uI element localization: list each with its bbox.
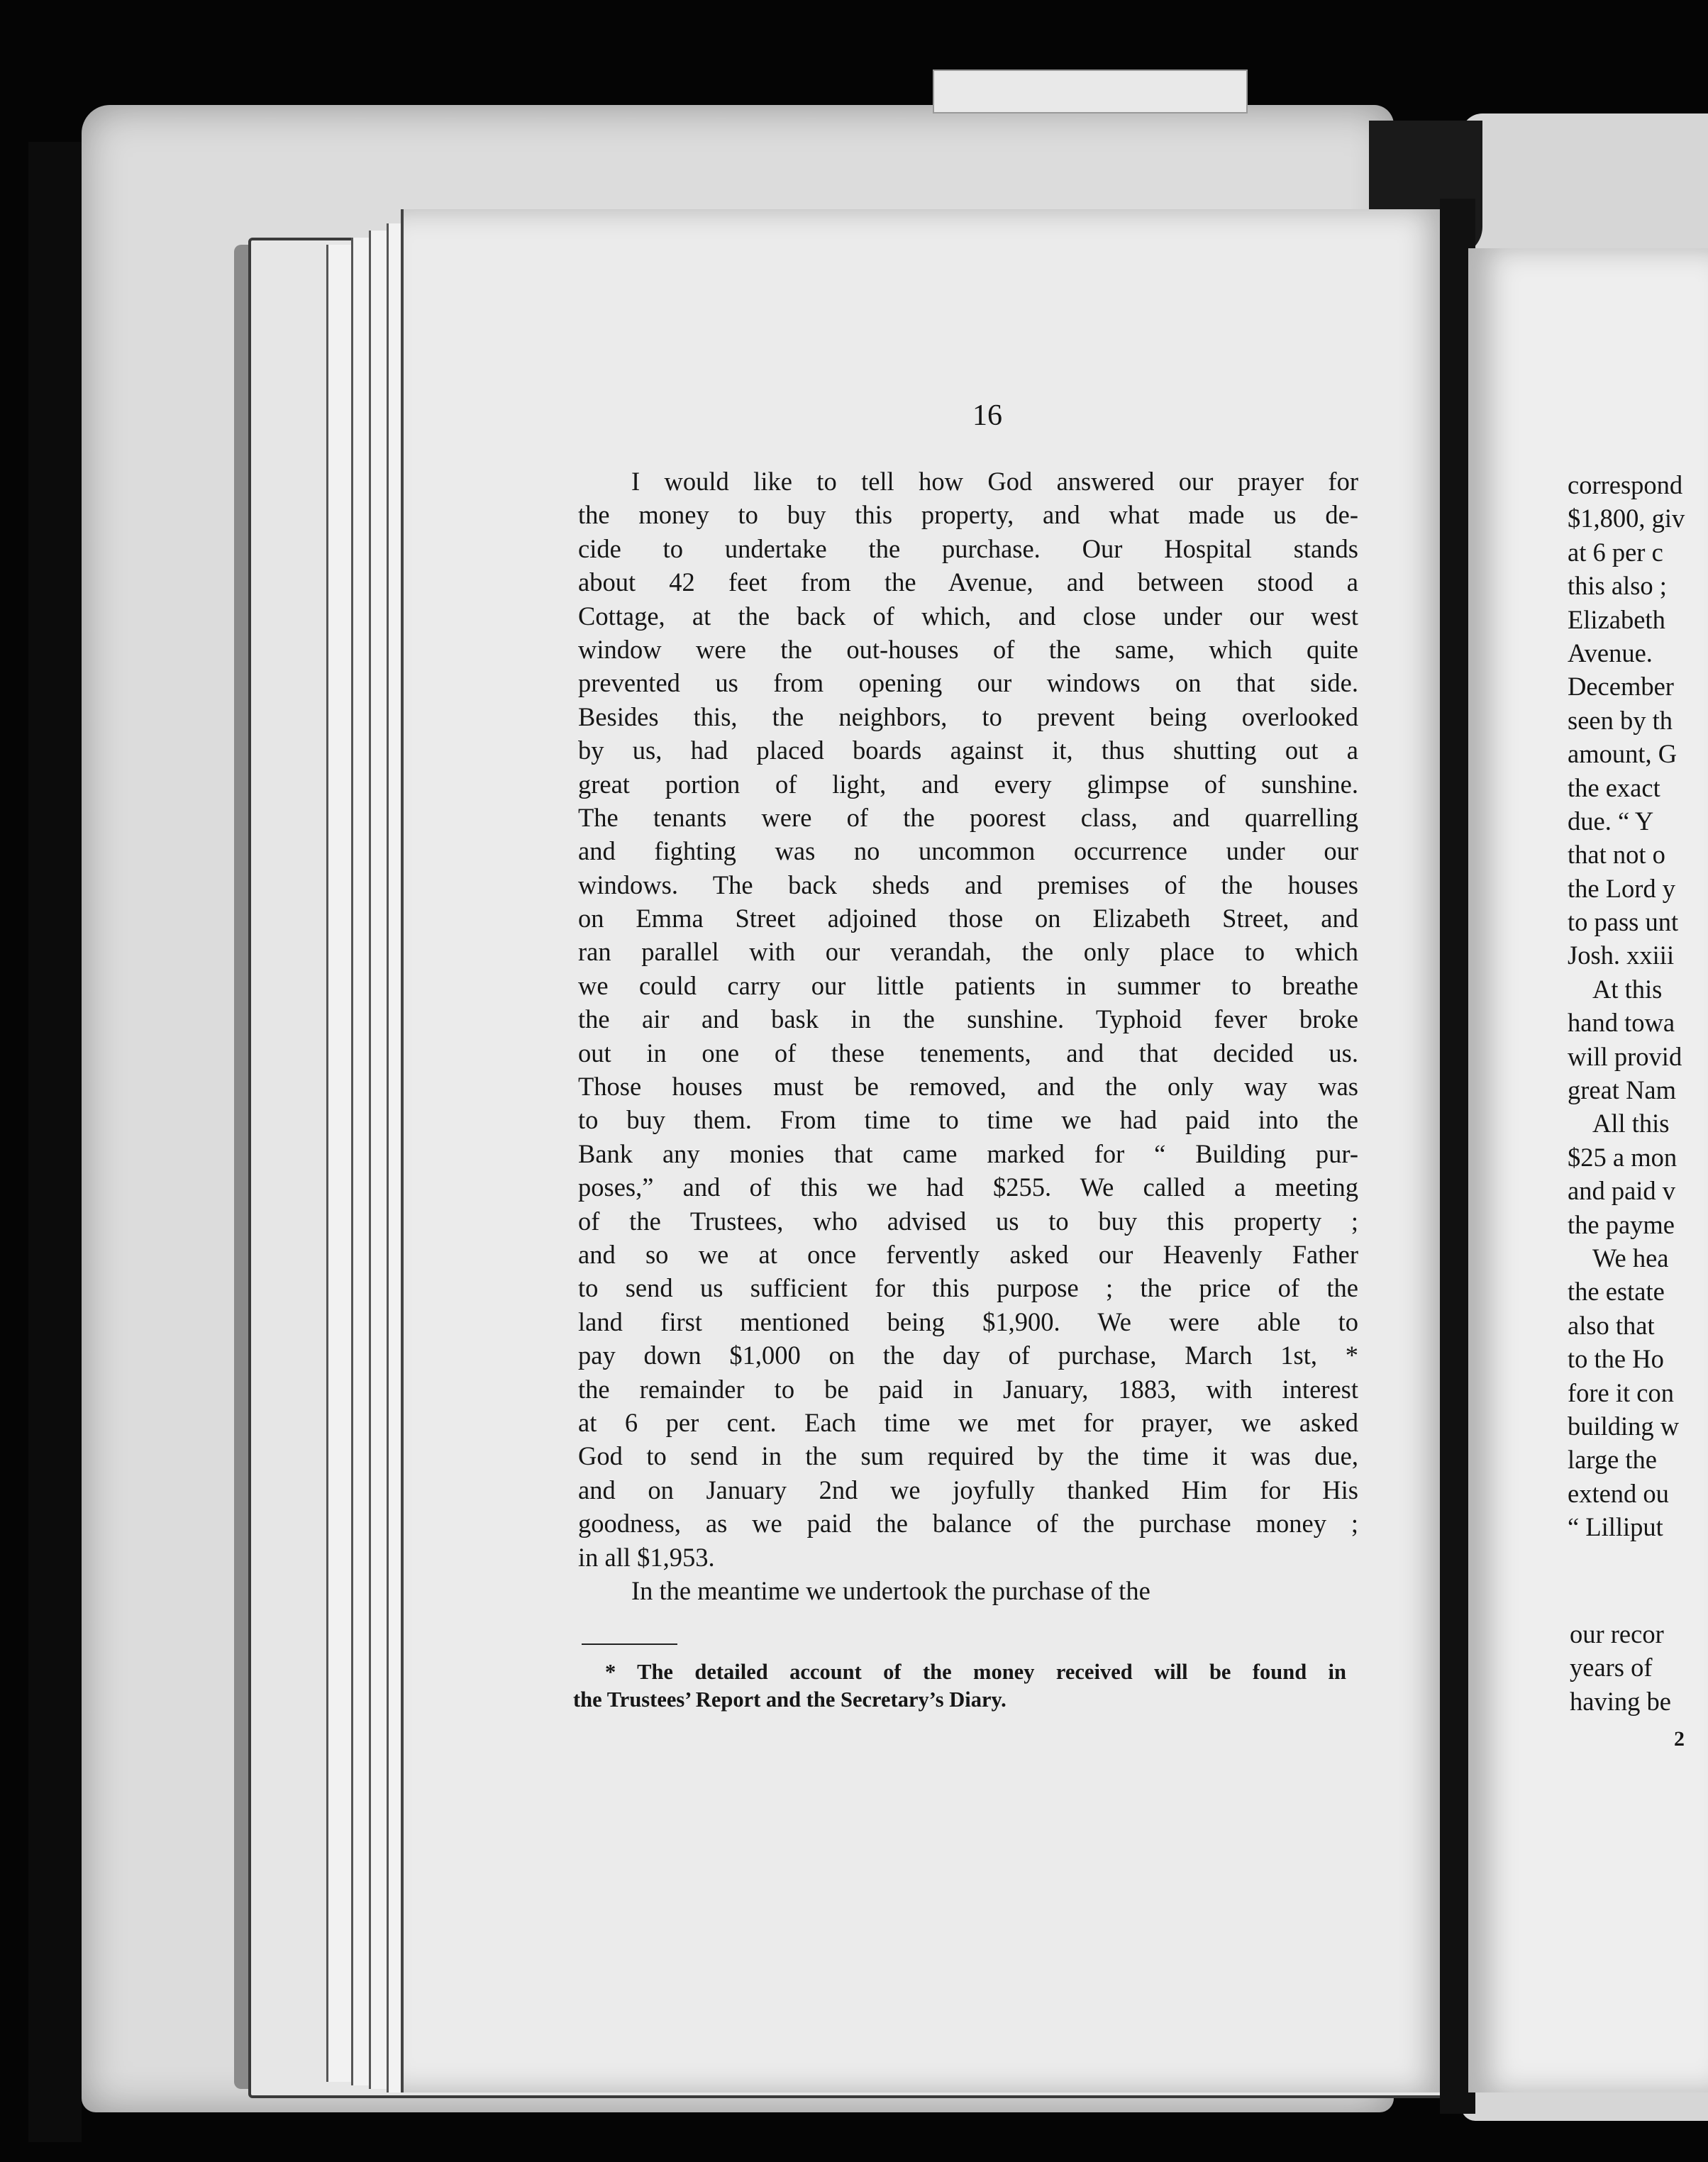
facing-text-line: due. “ Y (1568, 806, 1654, 836)
text-line: at 6 per cent. Each time we met for prayer, we asked (578, 1407, 1358, 1437)
footnote (573, 1658, 1346, 1714)
facing-text-line: building w (1568, 1411, 1680, 1441)
facing-text-line: extend ou (1568, 1478, 1669, 1508)
text-line: God to send in the sum required by the time it was due, (578, 1441, 1358, 1471)
facing-text-line: the estate (1568, 1277, 1665, 1307)
facing-text-line: $1,800, giv (1568, 504, 1685, 533)
text-line: poses,” and of this we had $255. We called a meeting (578, 1173, 1358, 1202)
text-line: Cottage, at the back of which, and close under our west (578, 601, 1358, 631)
text-line: windows. The back sheds and premises of the houses (578, 870, 1358, 899)
facing-text-line: years of (1570, 1653, 1653, 1683)
facing-text-line: large the (1568, 1445, 1658, 1475)
facing-text-line: amount, G (1568, 739, 1678, 769)
facing-text-line: the exact (1568, 772, 1660, 802)
text-line: about 42 feet from the Avenue, and between stood a (578, 567, 1358, 597)
facing-page-text-lower (1570, 1617, 1708, 1718)
facing-text-line: correspond (1568, 470, 1683, 499)
facing-text-line: our recor (1570, 1619, 1664, 1648)
facing-text-line: We hea (1592, 1243, 1669, 1273)
text-line: to send us sufficient for this purpose ; the price of the (578, 1273, 1358, 1303)
page-number: 16 (972, 399, 1002, 432)
facing-text-line: December (1568, 672, 1674, 702)
facing-text-line: fore it con (1568, 1377, 1674, 1407)
facing-text-line: will provid (1568, 1041, 1682, 1071)
footnote-rule (582, 1643, 677, 1645)
text-line: great portion of light, and every glimpse of sunshine. (578, 769, 1358, 799)
text-line: Bank any monies that came marked for “ Building pur- (578, 1138, 1358, 1168)
facing-text-line: to the Ho (1568, 1344, 1664, 1374)
facing-text-line: that not o (1568, 840, 1665, 870)
facing-text-line: seen by th (1568, 705, 1673, 735)
text-line: to buy them. From time to time we had paid into the (578, 1105, 1358, 1135)
facing-text-line: Elizabeth (1568, 604, 1665, 634)
text-line: and so we at once fervently asked our Heavenly Father (578, 1239, 1358, 1269)
text-line: land first mentioned being $1,900. We were able to (578, 1307, 1358, 1336)
text-line: in all $1,953. (578, 1542, 715, 1572)
facing-text-line: hand towa (1568, 1008, 1675, 1038)
facing-text-line: the Lord y (1568, 873, 1676, 903)
bookmark-strip (933, 70, 1248, 113)
text-line: In the meantime we undertook the purchase of the (631, 1575, 1150, 1605)
text-line: the money to buy this property, and what made us de- (578, 500, 1358, 530)
facing-text-line: great Nam (1568, 1075, 1677, 1105)
facing-text-line: to pass unt (1568, 907, 1679, 937)
text-line: the remainder to be paid in January, 1883, with interest (578, 1374, 1358, 1404)
facing-text-line: also that (1568, 1310, 1655, 1340)
text-line: and on January 2nd we joyfully thanked Him for His (578, 1475, 1358, 1504)
book-spine (28, 142, 82, 2142)
text-line: ran parallel with our verandah, the only place to which (578, 937, 1358, 967)
body-text (578, 465, 1358, 1607)
text-line: we could carry our little patients in summer to breathe (578, 970, 1358, 1000)
facing-text-line: this also ; (1568, 571, 1667, 601)
facing-text-line: “ Lilliput (1568, 1512, 1663, 1542)
facing-text-line: and paid v (1568, 1176, 1676, 1206)
text-line: Besides this, the neighbors, to prevent being overlooked (578, 702, 1358, 731)
footnote-line: the Trustees’ Report and the Secretary’s Diary. (573, 1687, 1006, 1712)
text-line: I would like to tell how God answered our prayer for (631, 467, 1358, 496)
text-line: and fighting was no uncommon occurrence under our (578, 836, 1358, 866)
facing-text-line: $25 a mon (1568, 1142, 1678, 1172)
facing-text-line: having be (1570, 1686, 1671, 1716)
text-line: the air and bask in the sunshine. Typhoid fever broke (578, 1004, 1358, 1034)
text-line: by us, had placed boards against it, thus shutting out a (578, 736, 1358, 765)
text-line: goodness, as we paid the balance of the purchase money ; (578, 1509, 1358, 1539)
signature-mark: 2 (1674, 1727, 1685, 1751)
text-line: on Emma Street adjoined those on Elizabeth Street, and (578, 904, 1358, 933)
text-line: cide to undertake the purchase. Our Hospital stands (578, 533, 1358, 563)
facing-text-line: All this (1592, 1109, 1670, 1138)
facing-text-line: at 6 per c (1568, 537, 1663, 567)
text-line: out in one of these tenements, and that decided us. (578, 1038, 1358, 1068)
facing-text-line: Avenue. (1568, 638, 1653, 667)
text-line: Those houses must be removed, and the only way was (578, 1072, 1358, 1102)
facing-text-line: Josh. xxiii (1568, 941, 1675, 970)
facing-text-line: At this (1592, 974, 1663, 1004)
text-line: pay down $1,000 on the day of purchase, March 1st, * (578, 1341, 1358, 1370)
text-line: window were the out-houses of the same, which quite (578, 634, 1358, 664)
text-line: prevented us from opening our windows on that side. (578, 668, 1358, 698)
footnote-line: * The detailed account of the money received will be found in (605, 1660, 1346, 1684)
text-line: of the Trustees, who advised us to buy this property ; (578, 1206, 1358, 1236)
facing-text-line: the payme (1568, 1209, 1675, 1239)
facing-page-text (1568, 468, 1708, 1544)
text-line: The tenants were of the poorest class, and quarrelling (578, 802, 1358, 832)
